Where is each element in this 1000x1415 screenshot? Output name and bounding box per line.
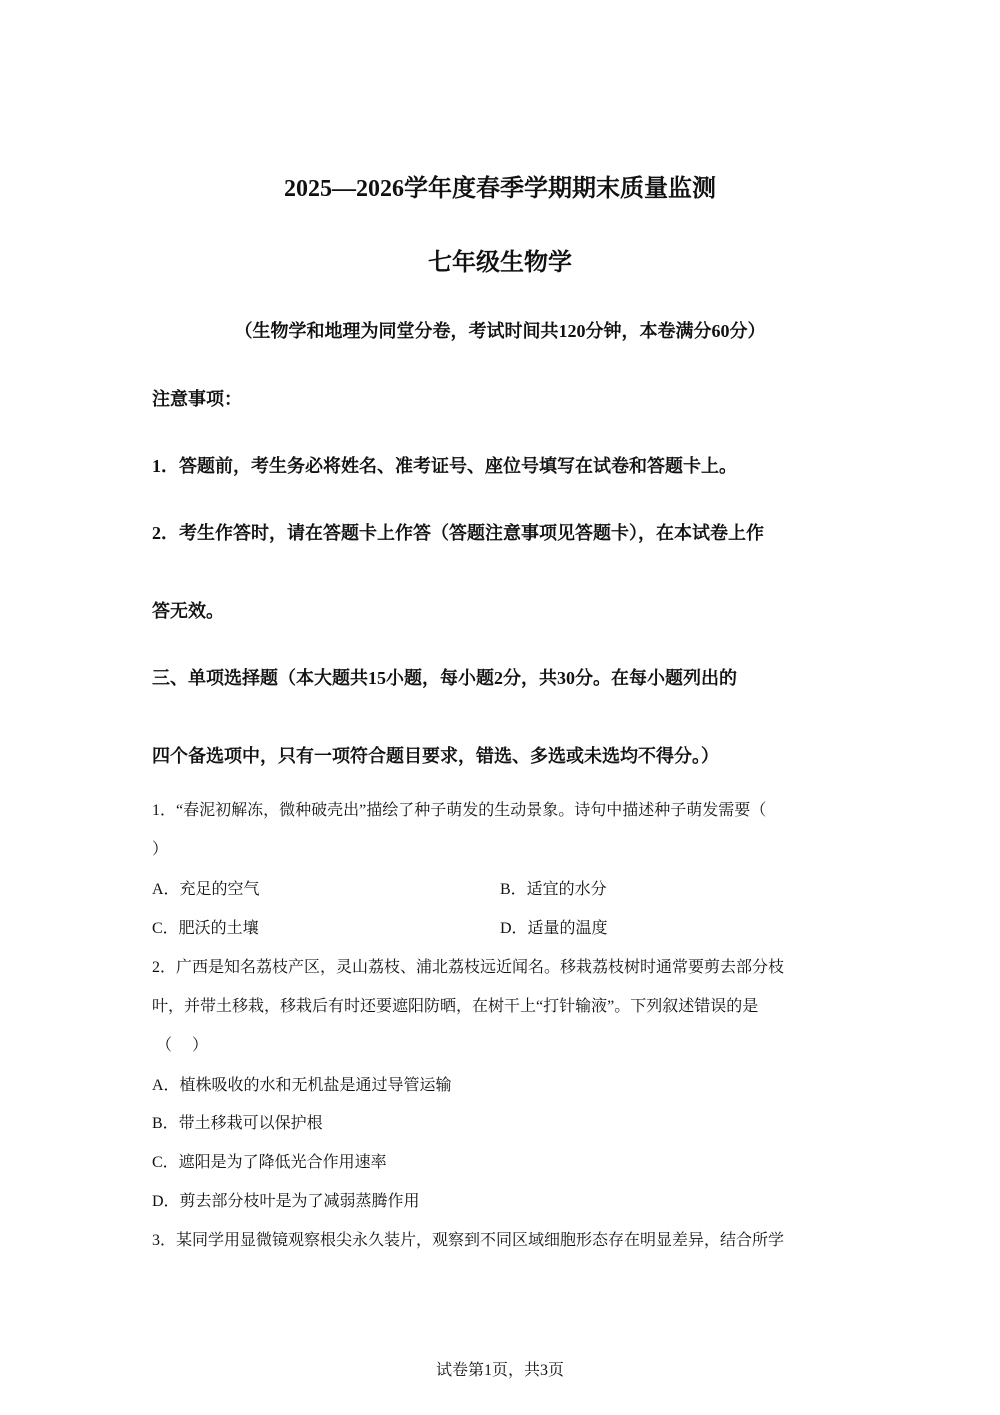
q1-stem-line2: ）	[152, 841, 169, 858]
exam-info: （生物学和地理为同堂分卷，考试时间共120分钟，本卷满分60分）	[234, 321, 766, 341]
notice-heading: 注意事项：	[152, 389, 242, 409]
q1-option-b: B．适宜的水分	[500, 881, 607, 898]
q2-option-c: C．遮阳是为了降低光合作用速率	[152, 1154, 387, 1171]
q1-stem-line1: 1．“春泥初解冻，微种破壳出”描绘了种子萌发的生动景象。诗句中描述种子萌发需要（	[152, 802, 767, 819]
q3-stem-line1: 3．某同学用显微镜观察根尖永久装片，观察到不同区域细胞形态存在明显差异，结合所学	[152, 1232, 785, 1249]
exam-title: 2025—2026学年度春季学期期末质量监测	[284, 176, 716, 202]
section-heading-line1: 三、单项选择题（本大题共15小题，每小题2分，共30分。在每小题列出的	[152, 668, 737, 688]
notice-item-2-line2: 答无效。	[152, 601, 224, 621]
subject-title: 七年级生物学	[428, 250, 572, 276]
notice-item-2-line1: 2．考生作答时，请在答题卡上作答（答题注意事项见答题卡），在本试卷上作	[152, 523, 764, 543]
q1-option-a: A．充足的空气	[152, 881, 260, 898]
notice-item-1: 1．答题前，考生务必将姓名、准考证号、座位号填写在试卷和答题卡上。	[152, 456, 737, 476]
q2-option-a: A．植株吸收的水和无机盐是通过导管运输	[152, 1077, 452, 1094]
section-heading-line2: 四个备选项中，只有一项符合题目要求，错选、多选或未选均不得分。）	[152, 746, 719, 766]
q2-option-d: D．剪去部分枝叶是为了减弱蒸腾作用	[152, 1193, 420, 1210]
q2-stem-line1: 2．广西是知名荔枝产区，灵山荔枝、浦北荔枝远近闻名。移栽荔枝树时通常要剪去部分枝	[152, 959, 785, 976]
q1-option-d: D．适量的温度	[500, 920, 608, 937]
page-footer: 试卷第1页，共3页	[435, 1362, 564, 1379]
q1-option-c: C．肥沃的土壤	[152, 920, 259, 937]
q2-stem-line2: 叶，并带土移栽，移栽后有时还要遮阳防晒，在树干上“打针输液”。下列叙述错误的是	[152, 998, 759, 1015]
q2-option-b: B．带土移栽可以保护根	[152, 1115, 323, 1132]
q2-stem-line3: （ ）	[156, 1037, 209, 1054]
